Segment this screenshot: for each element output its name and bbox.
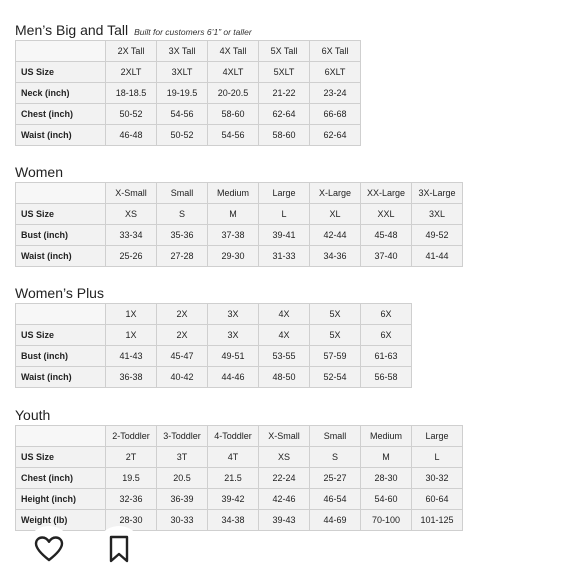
row-label: Chest (inch) xyxy=(16,104,106,125)
section-youth xyxy=(15,405,463,531)
table-cell: 49-51 xyxy=(208,346,259,367)
table-cell: 3T xyxy=(157,447,208,468)
table-cell: 39-41 xyxy=(259,225,310,246)
row-label: Waist (inch) xyxy=(16,367,106,388)
size-table-women xyxy=(15,182,463,267)
table-cell: 31-33 xyxy=(259,246,310,267)
table-cell: 101-125 xyxy=(412,510,463,531)
table-cell: XL xyxy=(310,204,361,225)
table-cell: 25-26 xyxy=(106,246,157,267)
column-header: 3X-Large xyxy=(412,183,463,204)
table-cell: 25-27 xyxy=(310,468,361,489)
table-cell: 42-44 xyxy=(310,225,361,246)
header-row xyxy=(16,183,463,204)
table-cell: 62-64 xyxy=(259,104,310,125)
section-title-text: Women’s Plus xyxy=(15,285,104,301)
table-cell: 23-24 xyxy=(310,83,361,104)
table-cell: 66-68 xyxy=(310,104,361,125)
table-cell: M xyxy=(208,204,259,225)
column-header: 3X xyxy=(208,304,259,325)
row-label: Bust (inch) xyxy=(16,346,106,367)
row-label: Height (inch) xyxy=(16,489,106,510)
row-label: Waist (inch) xyxy=(16,246,106,267)
row-label: Waist (inch) xyxy=(16,125,106,146)
table-cell: 19-19.5 xyxy=(157,83,208,104)
column-header: 4-Toddler xyxy=(208,426,259,447)
table-cell: 29-30 xyxy=(208,246,259,267)
table-cell: 54-56 xyxy=(208,125,259,146)
table-cell: 19.5 xyxy=(106,468,157,489)
table-row xyxy=(16,83,361,104)
table-cell: 41-43 xyxy=(106,346,157,367)
column-header: XX-Large xyxy=(361,183,412,204)
section-title xyxy=(15,283,412,303)
size-table-mens-big-tall xyxy=(15,40,361,146)
table-row xyxy=(16,225,463,246)
table-cell: 21.5 xyxy=(208,468,259,489)
row-label: Weight (lb) xyxy=(16,510,106,531)
table-cell: 56-58 xyxy=(361,367,412,388)
row-label: Neck (inch) xyxy=(16,83,106,104)
column-header: 5X Tall xyxy=(259,41,310,62)
table-cell: 5X xyxy=(310,325,361,346)
column-header: X-Small xyxy=(106,183,157,204)
table-cell: 1X xyxy=(106,325,157,346)
table-cell: 58-60 xyxy=(208,104,259,125)
table-cell: XS xyxy=(106,204,157,225)
table-cell: 4X xyxy=(259,325,310,346)
table-cell: 37-38 xyxy=(208,225,259,246)
table-cell: 4T xyxy=(208,447,259,468)
table-cell: 39-42 xyxy=(208,489,259,510)
table-cell: 32-36 xyxy=(106,489,157,510)
like-button[interactable] xyxy=(26,526,72,572)
column-header: 6X Tall xyxy=(310,41,361,62)
table-cell: 20-20.5 xyxy=(208,83,259,104)
table-cell: 27-28 xyxy=(157,246,208,267)
table-cell: 50-52 xyxy=(157,125,208,146)
header-row xyxy=(16,426,463,447)
section-note: Built for customers 6’1” or taller xyxy=(134,27,252,37)
table-cell: 6X xyxy=(361,325,412,346)
section-title xyxy=(15,20,361,40)
row-label: US Size xyxy=(16,325,106,346)
table-cell: M xyxy=(361,447,412,468)
column-header: 3-Toddler xyxy=(157,426,208,447)
column-header: 4X Tall xyxy=(208,41,259,62)
table-row xyxy=(16,125,361,146)
table-cell: 28-30 xyxy=(106,510,157,531)
table-cell: 40-42 xyxy=(157,367,208,388)
table-cell: 28-30 xyxy=(361,468,412,489)
table-cell: 2XLT xyxy=(106,62,157,83)
column-header: 2-Toddler xyxy=(106,426,157,447)
section-women xyxy=(15,162,463,267)
table-row xyxy=(16,346,412,367)
table-cell: 2T xyxy=(106,447,157,468)
corner-cell xyxy=(16,183,106,204)
column-header: Medium xyxy=(361,426,412,447)
save-button[interactable] xyxy=(96,526,142,572)
section-womens-plus xyxy=(15,283,412,388)
header-row xyxy=(16,304,412,325)
table-cell: 3XLT xyxy=(157,62,208,83)
table-cell: 58-60 xyxy=(259,125,310,146)
section-title xyxy=(15,162,463,182)
size-table-youth xyxy=(15,425,463,531)
column-header: 2X xyxy=(157,304,208,325)
row-label: US Size xyxy=(16,204,106,225)
table-cell: S xyxy=(310,447,361,468)
table-cell: 44-69 xyxy=(310,510,361,531)
table-row xyxy=(16,367,412,388)
heart-icon xyxy=(34,535,64,563)
table-cell: XS xyxy=(259,447,310,468)
column-header: X-Large xyxy=(310,183,361,204)
action-bar xyxy=(24,526,164,576)
section-title-text: Youth xyxy=(15,407,51,423)
table-cell: 36-39 xyxy=(157,489,208,510)
table-cell: 30-33 xyxy=(157,510,208,531)
table-cell: 48-50 xyxy=(259,367,310,388)
section-title xyxy=(15,405,463,425)
table-row xyxy=(16,489,463,510)
header-row xyxy=(16,41,361,62)
section-mens-big-tall xyxy=(15,20,361,146)
corner-cell xyxy=(16,41,106,62)
table-cell: XXL xyxy=(361,204,412,225)
table-cell: 45-47 xyxy=(157,346,208,367)
table-cell: 70-100 xyxy=(361,510,412,531)
table-cell: 44-46 xyxy=(208,367,259,388)
table-cell: L xyxy=(259,204,310,225)
table-cell: 35-36 xyxy=(157,225,208,246)
table-cell: 52-54 xyxy=(310,367,361,388)
table-cell: 45-48 xyxy=(361,225,412,246)
corner-cell xyxy=(16,304,106,325)
row-label: Chest (inch) xyxy=(16,468,106,489)
column-header: 3X Tall xyxy=(157,41,208,62)
table-cell: 62-64 xyxy=(310,125,361,146)
table-row xyxy=(16,204,463,225)
column-header: Small xyxy=(310,426,361,447)
column-header: Small xyxy=(157,183,208,204)
table-cell: 21-22 xyxy=(259,83,310,104)
table-cell: S xyxy=(157,204,208,225)
table-cell: 34-38 xyxy=(208,510,259,531)
table-cell: 33-34 xyxy=(106,225,157,246)
section-title-text: Women xyxy=(15,164,63,180)
table-row xyxy=(16,447,463,468)
corner-cell xyxy=(16,426,106,447)
table-cell: 53-55 xyxy=(259,346,310,367)
table-row xyxy=(16,468,463,489)
table-row xyxy=(16,246,463,267)
table-cell: 34-36 xyxy=(310,246,361,267)
table-cell: 49-52 xyxy=(412,225,463,246)
table-row xyxy=(16,62,361,83)
table-cell: 54-56 xyxy=(157,104,208,125)
table-cell: 18-18.5 xyxy=(106,83,157,104)
table-cell: L xyxy=(412,447,463,468)
row-label: US Size xyxy=(16,447,106,468)
table-cell: 37-40 xyxy=(361,246,412,267)
table-cell: 20.5 xyxy=(157,468,208,489)
table-cell: 57-59 xyxy=(310,346,361,367)
column-header: 5X xyxy=(310,304,361,325)
row-label: US Size xyxy=(16,62,106,83)
table-cell: 4XLT xyxy=(208,62,259,83)
table-cell: 2X xyxy=(157,325,208,346)
table-cell: 39-43 xyxy=(259,510,310,531)
column-header: 6X xyxy=(361,304,412,325)
table-cell: 60-64 xyxy=(412,489,463,510)
table-cell: 3XL xyxy=(412,204,463,225)
table-cell: 46-48 xyxy=(106,125,157,146)
table-cell: 42-46 xyxy=(259,489,310,510)
table-cell: 61-63 xyxy=(361,346,412,367)
table-cell: 22-24 xyxy=(259,468,310,489)
section-title-text: Men’s Big and Tall xyxy=(15,22,129,38)
row-label: Bust (inch) xyxy=(16,225,106,246)
table-cell: 3X xyxy=(208,325,259,346)
table-cell: 30-32 xyxy=(412,468,463,489)
column-header: Large xyxy=(259,183,310,204)
column-header: Large xyxy=(412,426,463,447)
table-row xyxy=(16,104,361,125)
table-cell: 6XLT xyxy=(310,62,361,83)
table-cell: 50-52 xyxy=(106,104,157,125)
column-header: X-Small xyxy=(259,426,310,447)
table-cell: 41-44 xyxy=(412,246,463,267)
size-table-womens-plus xyxy=(15,303,412,388)
column-header: 2X Tall xyxy=(106,41,157,62)
table-row xyxy=(16,325,412,346)
table-cell: 54-60 xyxy=(361,489,412,510)
column-header: 1X xyxy=(106,304,157,325)
table-cell: 5XLT xyxy=(259,62,310,83)
table-cell: 46-54 xyxy=(310,489,361,510)
table-cell: 36-38 xyxy=(106,367,157,388)
column-header: Medium xyxy=(208,183,259,204)
bookmark-icon xyxy=(107,534,131,564)
column-header: 4X xyxy=(259,304,310,325)
